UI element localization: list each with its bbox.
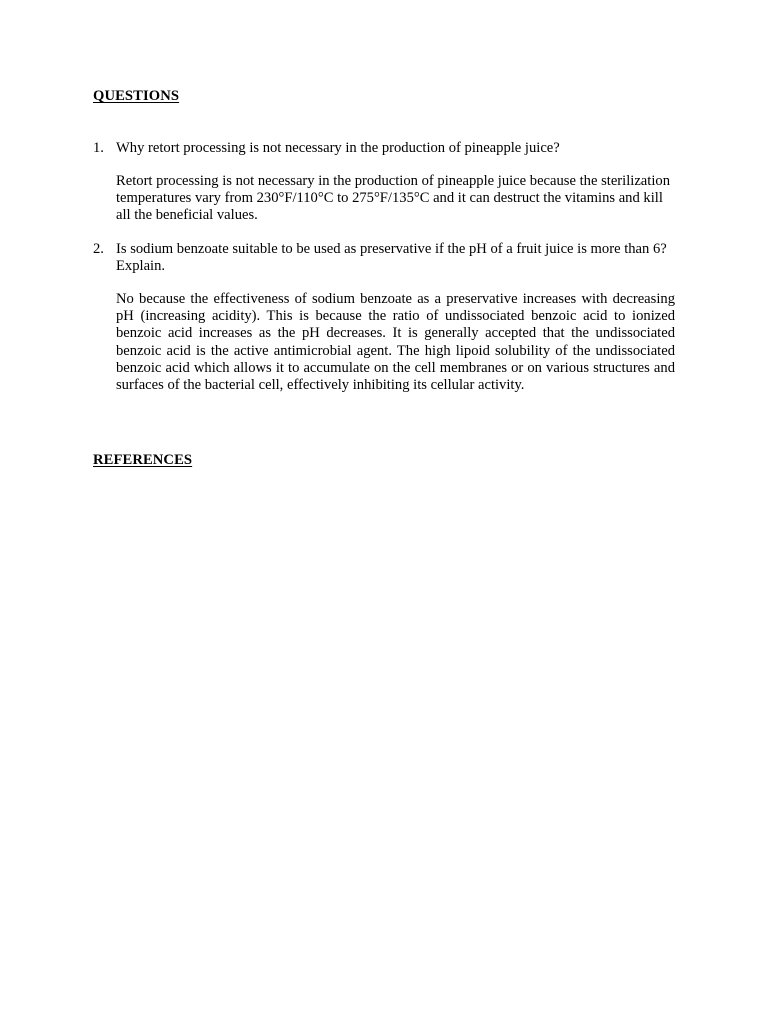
answer-2-text: No because the effectiveness of sodium benzoate as a preservative increases with decreasing pH (increasing acidity). This is because the ratio of undissociated benzoic acid to ionized benzoic acid increases as the pH decreases. It is generally accepted that the undissociated benzoic acid is the active antimicrobial agent. The high lipoid solubility of the undissociated benzoic acid which allows it to accumulate on the cell membranes or on various structures and surfaces of the bacterial cell, effectively inhibiting its cellular activity. [116, 291, 675, 394]
questions-heading: QUESTIONS [93, 88, 180, 104]
question-2-number: 2. [93, 241, 104, 257]
question-1-number: 1. [93, 140, 104, 156]
references-heading: REFERENCES [93, 452, 193, 468]
question-2-text: Is sodium benzoate suitable to be used as preservative if the pH of a fruit juice is more than 6? Explain. [116, 241, 667, 275]
question-1-text: Why retort processing is not necessary in the production of pineapple juice? [116, 140, 560, 156]
answer-1-text: Retort processing is not necessary in the production of pineapple juice because the sterilization temperatures vary from 230°F/110°C to 275°F/135°C and it can destruct the vitamins and kill all the beneficial values. [116, 173, 670, 224]
